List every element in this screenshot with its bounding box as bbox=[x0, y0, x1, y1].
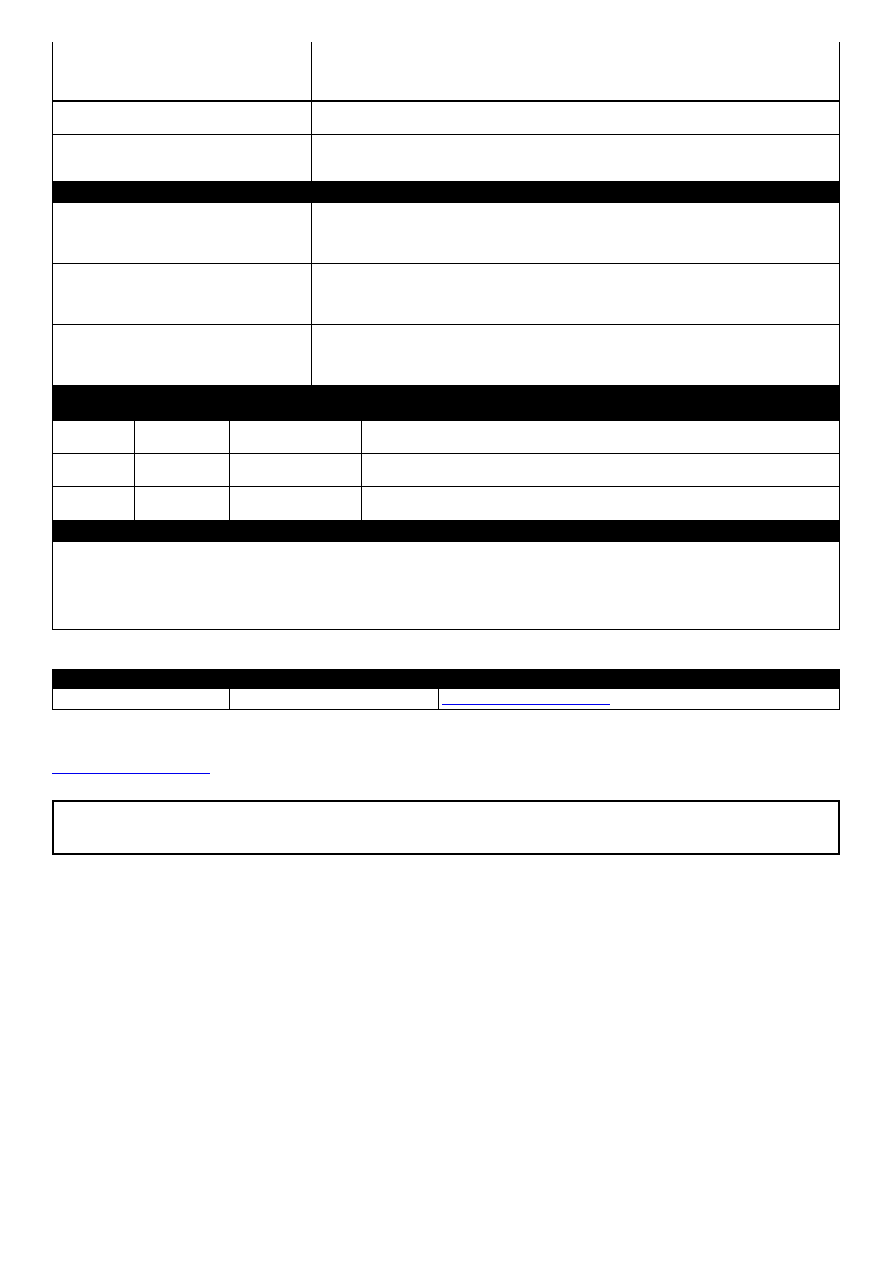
second-table-header bbox=[52, 669, 840, 689]
section-c-column-divider bbox=[134, 421, 135, 520]
main-table bbox=[52, 42, 840, 630]
section-b-header bbox=[52, 181, 840, 203]
section-a-row bbox=[52, 102, 840, 134]
section-a-row bbox=[52, 135, 840, 180]
standalone-link[interactable] bbox=[52, 760, 210, 775]
section-c-row bbox=[52, 487, 840, 519]
section-a-column-divider bbox=[311, 42, 312, 181]
section-d-body bbox=[52, 542, 840, 629]
second-table-column-divider bbox=[229, 689, 230, 710]
second-table-left-border bbox=[52, 689, 53, 710]
second-table bbox=[52, 669, 840, 710]
section-c-row bbox=[52, 421, 840, 453]
notice-box bbox=[52, 800, 840, 855]
section-a-row bbox=[52, 42, 840, 101]
section-c-column-divider bbox=[229, 421, 230, 520]
section-c-column-divider bbox=[361, 421, 362, 520]
section-c-header bbox=[52, 385, 840, 421]
standalone-link-underline bbox=[52, 773, 210, 774]
section-b-column-divider bbox=[311, 203, 312, 385]
second-table-bottom-border bbox=[52, 709, 840, 710]
second-table-right-border bbox=[839, 689, 840, 710]
second-table-link-underline bbox=[442, 704, 610, 705]
second-table-link[interactable] bbox=[442, 691, 610, 706]
section-c-row bbox=[52, 454, 840, 486]
main-table-bottom-border bbox=[52, 629, 840, 630]
section-d-header bbox=[52, 520, 840, 542]
section-b-row bbox=[52, 203, 840, 263]
second-table-column-divider bbox=[438, 689, 439, 710]
section-b-row bbox=[52, 325, 840, 385]
section-b-row bbox=[52, 264, 840, 324]
